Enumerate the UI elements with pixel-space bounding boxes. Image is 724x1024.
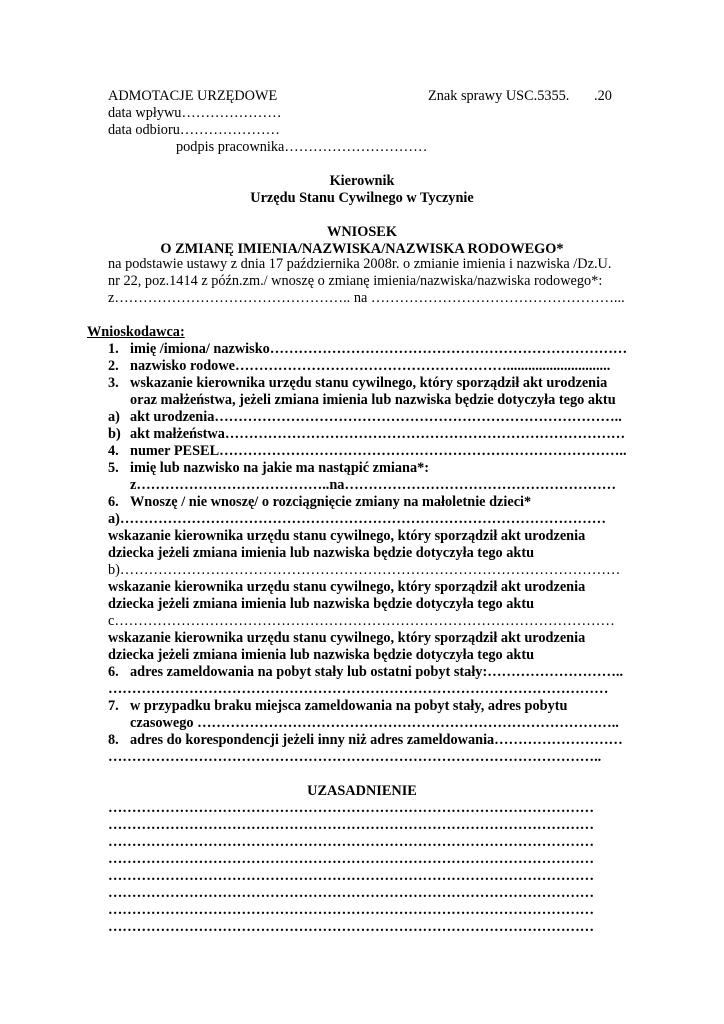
item-number: 4.: [108, 443, 119, 459]
child-b-registrar-line-1: wskazanie kierownika urzędu stanu cywilnego, który sporządził akt urodzenia: [108, 579, 586, 595]
registrar-indication-line-2: oraz małżeństwa, jeżeli zmiana imienia lub nazwiska będzie dotyczyła tego aktu: [130, 392, 616, 408]
child-c-registrar-line-2: dziecka jeżeli zmiana imienia lub nazwiska będzie dotyczyła tego aktu: [108, 647, 535, 663]
maiden-name-field: nazwisko rodowe………………………………………………….............................: [130, 358, 611, 374]
child-b-field: b)……………………………………………………………………………………………: [108, 562, 621, 578]
item-letter: a): [108, 409, 120, 425]
item-number: 6.: [108, 494, 119, 510]
change-from-to-field: z………………………………………….. na ……………………………………………...: [108, 290, 625, 306]
receipt-date-field: data wpływu…………………: [108, 105, 282, 121]
child-c-field: c……………………………………………………………………………………………: [108, 613, 615, 629]
justification-line: …………………………………………………………………………………………: [108, 919, 595, 935]
justification-line: …………………………………………………………………………………………: [108, 817, 595, 833]
correspondence-address-field: adres do korespondencji jeżeli inny niż adres zameldowania………………………: [130, 732, 623, 748]
justification-line: …………………………………………………………………………………………: [108, 851, 595, 867]
document-subtitle: O ZMIANĘ IMIENIA/NAZWISKA/NAZWISKA RODOWEGO*: [160, 241, 564, 257]
item-number: 7.: [108, 698, 119, 714]
document-title: WNIOSEK: [327, 224, 397, 240]
child-a-field: a)…………………………………………………………………………………………: [108, 511, 607, 527]
justification-line: …………………………………………………………………………………………: [108, 800, 595, 816]
case-year: .20: [594, 88, 612, 104]
case-number: Znak sprawy USC.5355.: [428, 88, 570, 104]
official-annotations-label: ADMOTACJE URZĘDOWE: [108, 88, 278, 104]
justification-line: …………………………………………………………………………………………: [108, 834, 595, 850]
employee-signature-field: podpis pracownika…………………………: [176, 139, 428, 155]
legal-basis-line-1: na podstawie ustawy z dnia 17 października 2008r. o zmianie imienia i nazwiska /Dz.U.: [108, 256, 612, 272]
child-b-registrar-line-2: dziecka jeżeli zmiana imienia lub nazwiska będzie dotyczyła tego aktu: [108, 596, 535, 612]
item-number: 2.: [108, 358, 119, 374]
legal-basis-line-2: nr 22, poz.1414 z późn.zm./ wnoszę o zmianę imienia/nazwiska/nazwiska rodowego*:: [108, 273, 603, 289]
permanent-address-field: adres zameldowania na pobyt stały lub ostatni pobyt stały:………………………..: [130, 664, 624, 680]
new-name-field: z…………………………………..na…………………………………………………: [130, 477, 617, 493]
new-name-label: imię lub nazwisko na jakie ma nastąpić zmiana*:: [130, 460, 430, 476]
item-number: 6.: [108, 664, 119, 680]
child-a-registrar-line-2: dziecka jeżeli zmiana imienia lub nazwiska będzie dotyczyła tego aktu: [108, 545, 535, 561]
temporary-address-field: czasowego ……………………………………………………………………………..: [130, 715, 619, 731]
pickup-date-field: data odbioru…………………: [108, 122, 280, 138]
justification-line: …………………………………………………………………………………………: [108, 868, 595, 884]
addressee-office: Urzędu Stanu Cywilnego w Tyczynie: [250, 190, 474, 206]
child-c-registrar-line-1: wskazanie kierownika urzędu stanu cywilnego, który sporządził akt urodzenia: [108, 630, 586, 646]
birth-certificate-field: akt urodzenia…………………………………………………………………………..: [130, 409, 622, 425]
addressee-title: Kierownik: [329, 173, 395, 189]
justification-line: …………………………………………………………………………………………: [108, 902, 595, 918]
justification-heading: UZASADNIENIE: [307, 783, 417, 799]
children-extension-statement: Wnoszę / nie wnoszę/ o rozciągnięcie zmiany na małoletnie dzieci*: [130, 494, 532, 510]
justification-line: …………………………………………………………………………………………: [108, 885, 595, 901]
item-number: 3.: [108, 375, 119, 391]
registrar-indication-line-1: wskazanie kierownika urzędu stanu cywilnego, który sporządził akt urodzenia: [130, 375, 608, 391]
pesel-field: numer PESEL…………………………………………………………………………..: [130, 443, 627, 459]
temporary-address-label: w przypadku braku miejsca zameldowania na pobyt stały, adres pobytu: [130, 698, 568, 714]
marriage-certificate-field: akt małżeństwa…………………………………………………………………………: [130, 426, 626, 442]
permanent-address-continuation: ……………………………………………………………………………………………: [108, 681, 609, 697]
applicant-heading: Wnioskodawca:: [87, 324, 185, 340]
item-number: 8.: [108, 732, 119, 748]
child-a-registrar-line-1: wskazanie kierownika urzędu stanu cywilnego, który sporządził akt urodzenia: [108, 528, 586, 544]
item-letter: b): [108, 426, 121, 442]
item-number: 5.: [108, 460, 119, 476]
item-number: 1.: [108, 341, 119, 357]
correspondence-address-continuation: …………………………………………………………………………………………..: [108, 749, 602, 765]
full-name-field: imię /imiona/ nazwisko…………………………………………………………………: [130, 341, 628, 357]
